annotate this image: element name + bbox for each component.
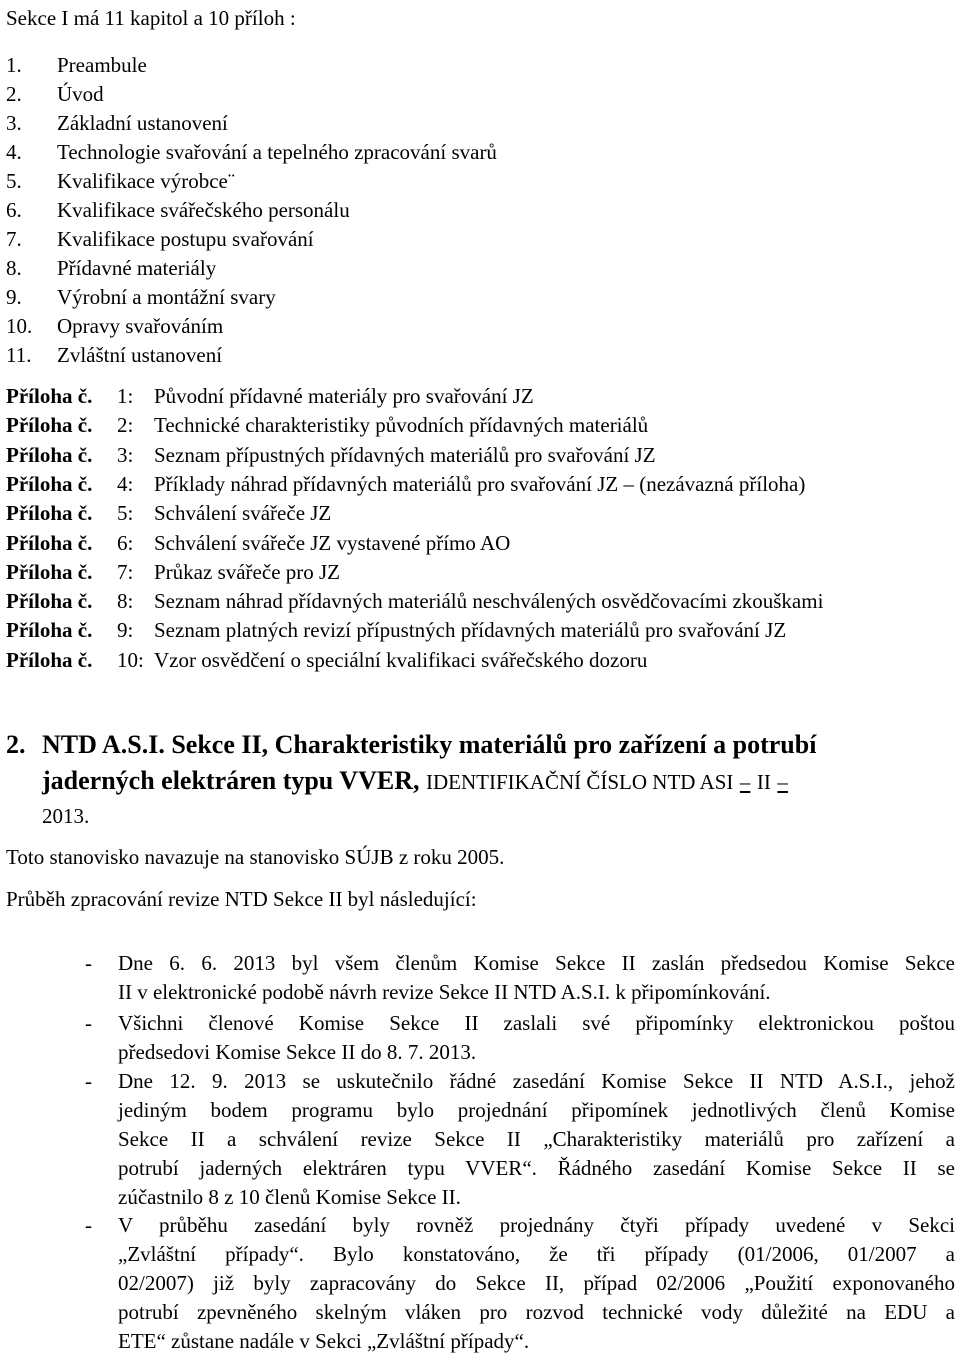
priloha-number: 9: bbox=[117, 618, 134, 642]
priloha-label: Příloha č. bbox=[6, 443, 93, 467]
toc-item-number: 4. bbox=[6, 140, 22, 164]
list-dash: - bbox=[85, 951, 92, 975]
priloha-label: Příloha č. bbox=[6, 413, 93, 437]
toc-item-number: 10. bbox=[6, 314, 33, 338]
priloha-text: Seznam platných revizí přípustných přídavných materiálů pro svařování JZ bbox=[154, 618, 787, 642]
list-item-line: II v elektronické podobě návrh revize Sekce II NTD A.S.I. k připomínkování. bbox=[118, 980, 771, 1004]
list-item-line: zúčastnilo 8 z 10 členů Komise Sekce II. bbox=[118, 1185, 461, 1209]
priloha-number: 7: bbox=[117, 560, 134, 584]
priloha-text: Příklady náhrad přídavných materiálů pro svařování JZ – (nezávazná příloha) bbox=[154, 472, 806, 496]
list-item-line: Dne 12. 9. 2013 se uskutečnilo řádné zasedání Komise Sekce II NTD A.S.I., jehož bbox=[118, 1069, 955, 1093]
toc-item-text: Kvalifikace svářečského personálu bbox=[57, 198, 350, 222]
toc-item-text: Úvod bbox=[57, 82, 104, 106]
section-title-line1: NTD A.S.I. Sekce II, Charakteristiky materiálů pro zařízení a potrubí bbox=[42, 730, 817, 759]
priloha-text: Schválení svářeče JZ bbox=[154, 501, 332, 525]
toc-item-text: Kvalifikace postupu svařování bbox=[57, 227, 314, 251]
toc-item-number: 6. bbox=[6, 198, 22, 222]
list-item-line: V průběhu zasedání byly rovněž projednány čtyři případy uvedené v Sekci bbox=[118, 1213, 955, 1237]
priloha-text: Seznam přípustných přídavných materiálů pro svařování JZ bbox=[154, 443, 656, 467]
priloha-text: Původní přídavné materiály pro svařování JZ bbox=[154, 384, 534, 408]
list-item-line: potrubí zpevněného skelným vláken pro rozvod technické vody důležité na EDU a bbox=[118, 1300, 955, 1324]
priloha-label: Příloha č. bbox=[6, 589, 93, 613]
section-id-value: II bbox=[756, 770, 771, 794]
section-number: 2. bbox=[6, 730, 26, 759]
priloha-text: Technické charakteristiky původních přídavných materiálů bbox=[154, 413, 649, 437]
paragraph: Průběh zpracování revize NTD Sekce II byl následující: bbox=[6, 887, 477, 911]
priloha-text: Vzor osvědčení o speciální kvalifikaci svářečského dozoru bbox=[154, 648, 648, 672]
priloha-number: 3: bbox=[117, 443, 134, 467]
toc-item-text: Přídavné materiály bbox=[57, 256, 217, 280]
list-item-line: předsedovi Komise Sekce II do 8. 7. 2013. bbox=[118, 1040, 477, 1064]
intro-text: Sekce I má 11 kapitol a 10 příloh : bbox=[6, 6, 296, 30]
toc-item-text: Opravy svařováním bbox=[57, 314, 224, 338]
list-item-line: Sekce II a schválení revize Sekce II „Charakteristiky materiálů pro zařízení a bbox=[118, 1127, 955, 1151]
list-dash: - bbox=[85, 1069, 92, 1093]
list-item-line: Dne 6. 6. 2013 byl všem členům Komise Sekce II zaslán předsedou Komise Sekce bbox=[118, 951, 955, 975]
toc-item-text: Výrobní a montážní svary bbox=[57, 285, 276, 309]
toc-item-text: Zvláštní ustanovení bbox=[57, 343, 223, 367]
list-item-line: potrubí jaderných elektráren typu VVER“. Řádného zasedání Komise Sekce II se bbox=[118, 1156, 955, 1180]
priloha-label: Příloha č. bbox=[6, 618, 93, 642]
toc-item-text: Kvalifikace výrobce¨ bbox=[57, 169, 235, 193]
priloha-label: Příloha č. bbox=[6, 501, 93, 525]
priloha-number: 8: bbox=[117, 589, 134, 613]
priloha-text: Průkaz svářeče pro JZ bbox=[154, 560, 341, 584]
priloha-number: 4: bbox=[117, 472, 134, 496]
toc-item-number: 5. bbox=[6, 169, 22, 193]
list-item-line: 02/2007) již byly zapracovány do Sekce II, případ 02/2006 „Použití exponovaného bbox=[118, 1271, 955, 1295]
list-dash: - bbox=[85, 1213, 92, 1237]
toc-item-text: Základní ustanovení bbox=[57, 111, 228, 135]
list-item-line: jediným bodem programu bylo projednání připomínek jednotlivých členů Komise bbox=[118, 1098, 955, 1122]
priloha-label: Příloha č. bbox=[6, 472, 93, 496]
toc-item-number: 7. bbox=[6, 227, 22, 251]
toc-item-text: Preambule bbox=[57, 53, 147, 77]
list-item-line: ETE“ zůstane nadále v Sekci „Zvláštní případy“. bbox=[118, 1329, 530, 1353]
section-id-dash: – bbox=[739, 770, 751, 794]
priloha-number: 10: bbox=[117, 648, 144, 672]
priloha-label: Příloha č. bbox=[6, 384, 93, 408]
toc-item-number: 2. bbox=[6, 82, 22, 106]
section-year: 2013. bbox=[42, 804, 90, 828]
section-id-dash: – bbox=[777, 770, 788, 794]
toc-item-number: 1. bbox=[6, 53, 22, 77]
priloha-number: 6: bbox=[117, 531, 134, 555]
priloha-label: Příloha č. bbox=[6, 648, 93, 672]
list-item-line: Všichni členové Komise Sekce II zaslali své připomínky elektronickou poštou bbox=[118, 1011, 955, 1035]
priloha-text: Schválení svářeče JZ vystavené přímo AO bbox=[154, 531, 511, 555]
section-title-line2: jaderných elektráren typu VVER, bbox=[42, 766, 420, 795]
priloha-text: Seznam náhrad přídavných materiálů neschválených osvědčovacími zkouškami bbox=[154, 589, 824, 613]
toc-item-number: 8. bbox=[6, 256, 22, 280]
priloha-number: 2: bbox=[117, 413, 134, 437]
priloha-label: Příloha č. bbox=[6, 531, 93, 555]
list-item-line: „Zvláštní případy“. Bylo konstatováno, že tři případy (01/2006, 01/2007 a bbox=[118, 1242, 955, 1266]
toc-item-number: 9. bbox=[6, 285, 22, 309]
paragraph: Toto stanovisko navazuje na stanovisko SÚJB z roku 2005. bbox=[6, 845, 505, 869]
list-dash: - bbox=[85, 1011, 92, 1035]
priloha-number: 1: bbox=[117, 384, 134, 408]
toc-item-number: 3. bbox=[6, 111, 22, 135]
section-id-label: IDENTIFIKAČNÍ ČÍSLO NTD ASI bbox=[425, 770, 734, 794]
priloha-label: Příloha č. bbox=[6, 560, 93, 584]
toc-item-text: Technologie svařování a tepelného zpracování svarů bbox=[57, 140, 497, 164]
priloha-number: 5: bbox=[117, 501, 134, 525]
toc-item-number: 11. bbox=[6, 343, 32, 367]
